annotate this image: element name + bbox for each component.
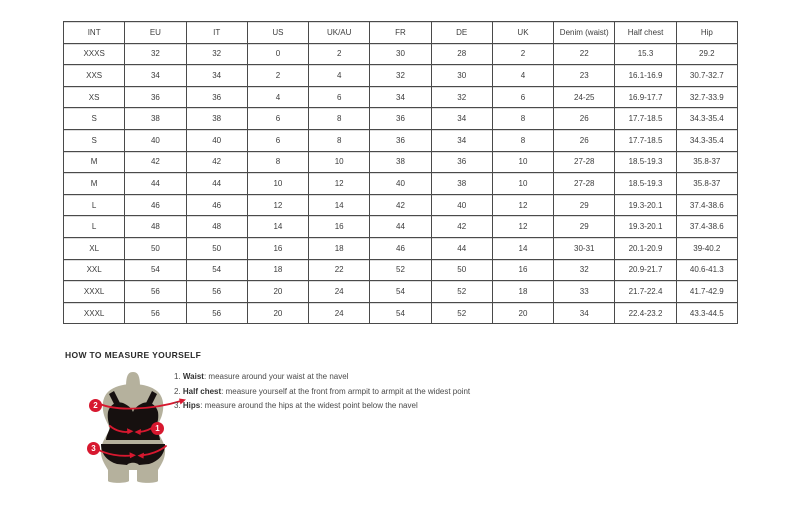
- column-header: DE: [431, 22, 492, 44]
- figure-marker-half-chest: [89, 399, 102, 412]
- figure-marker-number: 2: [93, 400, 98, 410]
- table-cell: 56: [125, 281, 186, 303]
- table-cell: 22.4-23.2: [615, 302, 676, 324]
- table-cell: 4: [247, 86, 308, 108]
- table-cell: 10: [247, 173, 308, 195]
- table-cell: 2: [309, 43, 370, 65]
- table-cell: 44: [125, 173, 186, 195]
- step-label: Hips: [182, 401, 201, 411]
- table-cell: M: [64, 173, 125, 195]
- column-header: EU: [125, 22, 186, 44]
- step-label: Waist: [182, 372, 204, 381]
- table-cell: 0: [247, 43, 308, 65]
- table-cell: 24-25: [554, 86, 615, 108]
- table-cell: 42: [431, 216, 492, 238]
- table-cell: 34: [186, 65, 247, 87]
- table-cell: 28: [431, 43, 492, 65]
- measure-guide-heading: HOW TO MEASURE YOURSELF: [65, 350, 202, 360]
- table-cell: 16.9-17.7: [615, 86, 676, 108]
- table-cell: L: [64, 216, 125, 238]
- table-cell: 18: [247, 259, 308, 281]
- table-cell: 56: [186, 281, 247, 303]
- table-cell: 34.3-35.4: [676, 129, 737, 151]
- table-cell: 54: [186, 259, 247, 281]
- table-cell: 26: [554, 108, 615, 130]
- table-cell: 52: [431, 281, 492, 303]
- table-cell: 6: [309, 86, 370, 108]
- table-row: [64, 216, 738, 238]
- table-cell: 16: [247, 237, 308, 259]
- table-cell: 39-40.2: [676, 237, 737, 259]
- table-cell: 32: [125, 43, 186, 65]
- table-row: [64, 43, 738, 65]
- table-cell: 43.3-44.5: [676, 302, 737, 324]
- table-cell: XXXL: [64, 302, 125, 324]
- table-cell: 34: [370, 86, 431, 108]
- table-cell: 50: [431, 259, 492, 281]
- table-cell: 29: [554, 194, 615, 216]
- table-cell: 27-28: [554, 173, 615, 195]
- table-cell: 8: [309, 129, 370, 151]
- table-row: [64, 129, 738, 151]
- table-row: [64, 108, 738, 130]
- table-cell: 6: [247, 108, 308, 130]
- table-cell: 10: [309, 151, 370, 173]
- table-cell: 6: [492, 86, 553, 108]
- table-cell: XXL: [64, 259, 125, 281]
- table-cell: 10: [492, 173, 553, 195]
- table-cell: 4: [309, 65, 370, 87]
- step-text: : measure around the hips at the widest point below the navel: [200, 401, 418, 411]
- column-header: US: [247, 22, 308, 44]
- table-cell: 42: [370, 194, 431, 216]
- table-row: [64, 151, 738, 173]
- table-cell: 50: [186, 237, 247, 259]
- table-cell: 2: [247, 65, 308, 87]
- table-cell: 52: [431, 302, 492, 324]
- table-cell: 12: [309, 173, 370, 195]
- table-cell: L: [64, 194, 125, 216]
- table-cell: 30-31: [554, 237, 615, 259]
- measure-steps: [174, 370, 470, 414]
- table-cell: 26: [554, 129, 615, 151]
- table-cell: 14: [309, 194, 370, 216]
- table-cell: 18.5-19.3: [615, 173, 676, 195]
- table-cell: 30: [431, 65, 492, 87]
- table-cell: 20.1-20.9: [615, 237, 676, 259]
- table-cell: 8: [309, 108, 370, 130]
- measure-step: [174, 399, 470, 414]
- size-chart-table: [63, 21, 738, 324]
- table-row: [64, 86, 738, 108]
- table-cell: 24: [309, 281, 370, 303]
- table-cell: XL: [64, 237, 125, 259]
- table-cell: 38: [125, 108, 186, 130]
- table-cell: 40.6-41.3: [676, 259, 737, 281]
- table-cell: 8: [247, 151, 308, 173]
- table-cell: 34: [431, 108, 492, 130]
- table-row: [64, 237, 738, 259]
- size-chart-head: [64, 22, 738, 44]
- step-number: 1.: [174, 372, 183, 381]
- table-cell: 36: [370, 108, 431, 130]
- table-cell: 54: [370, 302, 431, 324]
- measure-step: [174, 370, 470, 385]
- table-cell: 50: [125, 237, 186, 259]
- step-text: : measure around your waist at the navel: [203, 372, 349, 381]
- table-cell: 40: [431, 194, 492, 216]
- table-cell: 32: [186, 43, 247, 65]
- table-cell: 2: [492, 43, 553, 65]
- table-cell: 48: [125, 216, 186, 238]
- table-cell: 23: [554, 65, 615, 87]
- step-label: Half chest: [182, 386, 222, 396]
- table-cell: 22: [309, 259, 370, 281]
- table-cell: 15.3: [615, 43, 676, 65]
- table-cell: 21.7-22.4: [615, 281, 676, 303]
- table-cell: 35.8-37: [676, 151, 737, 173]
- table-cell: 37.4-38.6: [676, 194, 737, 216]
- step-number: 3.: [174, 401, 183, 411]
- table-cell: 36: [370, 129, 431, 151]
- table-cell: 42: [125, 151, 186, 173]
- table-cell: 40: [186, 129, 247, 151]
- table-cell: 38: [370, 151, 431, 173]
- table-cell: 27-28: [554, 151, 615, 173]
- table-cell: 20: [247, 281, 308, 303]
- table-cell: 16: [309, 216, 370, 238]
- measure-step: [174, 385, 470, 400]
- table-cell: 44: [431, 237, 492, 259]
- table-cell: 14: [492, 237, 553, 259]
- table-cell: XXXL: [64, 281, 125, 303]
- table-cell: 14: [247, 216, 308, 238]
- table-row: [64, 281, 738, 303]
- table-cell: S: [64, 108, 125, 130]
- column-header: FR: [370, 22, 431, 44]
- table-cell: 24: [309, 302, 370, 324]
- size-chart-body: [64, 43, 738, 324]
- table-cell: 38: [431, 173, 492, 195]
- table-cell: 30.7-32.7: [676, 65, 737, 87]
- table-cell: 19.3-20.1: [615, 194, 676, 216]
- table-header-row: [64, 22, 738, 44]
- table-cell: 20: [492, 302, 553, 324]
- column-header: Half chest: [615, 22, 676, 44]
- table-cell: XXXS: [64, 43, 125, 65]
- table-cell: 35.8-37: [676, 173, 737, 195]
- table-cell: 36: [431, 151, 492, 173]
- table-cell: 54: [370, 281, 431, 303]
- table-cell: 30: [370, 43, 431, 65]
- figure-marker-number: 3: [91, 443, 96, 453]
- column-header: Hip: [676, 22, 737, 44]
- table-cell: 17.7-18.5: [615, 108, 676, 130]
- table-cell: 46: [370, 237, 431, 259]
- table-cell: S: [64, 129, 125, 151]
- table-cell: 32: [554, 259, 615, 281]
- table-cell: 32.7-33.9: [676, 86, 737, 108]
- table-cell: M: [64, 151, 125, 173]
- table-cell: 36: [125, 86, 186, 108]
- table-cell: 20.9-21.7: [615, 259, 676, 281]
- table-cell: 44: [370, 216, 431, 238]
- table-cell: 52: [370, 259, 431, 281]
- figure-marker-number: 1: [155, 423, 160, 433]
- table-cell: 41.7-42.9: [676, 281, 737, 303]
- table-cell: 18.5-19.3: [615, 151, 676, 173]
- table-cell: 40: [125, 129, 186, 151]
- table-cell: 17.7-18.5: [615, 129, 676, 151]
- column-header: UK/AU: [309, 22, 370, 44]
- table-cell: 56: [125, 302, 186, 324]
- table-cell: 6: [247, 129, 308, 151]
- table-cell: 34: [431, 129, 492, 151]
- table-cell: 37.4-38.6: [676, 216, 737, 238]
- column-header: INT: [64, 22, 125, 44]
- table-cell: 12: [492, 216, 553, 238]
- table-cell: 46: [186, 194, 247, 216]
- step-text: : measure yourself at the front from armpit to armpit at the widest point: [221, 386, 471, 396]
- table-cell: 19.3-20.1: [615, 216, 676, 238]
- table-cell: 44: [186, 173, 247, 195]
- table-cell: 12: [247, 194, 308, 216]
- table-cell: 18: [492, 281, 553, 303]
- figure-marker-waist: [151, 422, 164, 435]
- table-cell: 56: [186, 302, 247, 324]
- table-row: [64, 302, 738, 324]
- table-row: [64, 65, 738, 87]
- table-cell: 54: [125, 259, 186, 281]
- table-cell: 34: [125, 65, 186, 87]
- table-cell: 16: [492, 259, 553, 281]
- table-cell: 20: [247, 302, 308, 324]
- table-cell: 8: [492, 108, 553, 130]
- table-cell: 46: [125, 194, 186, 216]
- table-cell: 12: [492, 194, 553, 216]
- table-cell: 34.3-35.4: [676, 108, 737, 130]
- table-cell: 29.2: [676, 43, 737, 65]
- table-cell: 38: [186, 108, 247, 130]
- table-cell: 42: [186, 151, 247, 173]
- table-cell: 29: [554, 216, 615, 238]
- table-cell: 22: [554, 43, 615, 65]
- table-cell: 10: [492, 151, 553, 173]
- table-cell: 36: [186, 86, 247, 108]
- column-header: UK: [492, 22, 553, 44]
- table-cell: 32: [370, 65, 431, 87]
- table-row: [64, 194, 738, 216]
- table-cell: 40: [370, 173, 431, 195]
- table-cell: 34: [554, 302, 615, 324]
- table-cell: 18: [309, 237, 370, 259]
- table-row: [64, 259, 738, 281]
- table-cell: 16.1-16.9: [615, 65, 676, 87]
- table-cell: 48: [186, 216, 247, 238]
- figure-marker-hips: [87, 442, 100, 455]
- column-header: IT: [186, 22, 247, 44]
- table-cell: 4: [492, 65, 553, 87]
- step-number: 2.: [174, 386, 183, 396]
- table-row: [64, 173, 738, 195]
- table-cell: XXS: [64, 65, 125, 87]
- table-cell: XS: [64, 86, 125, 108]
- table-cell: 33: [554, 281, 615, 303]
- table-cell: 8: [492, 129, 553, 151]
- table-cell: 32: [431, 86, 492, 108]
- column-header: Denim (waist): [554, 22, 615, 44]
